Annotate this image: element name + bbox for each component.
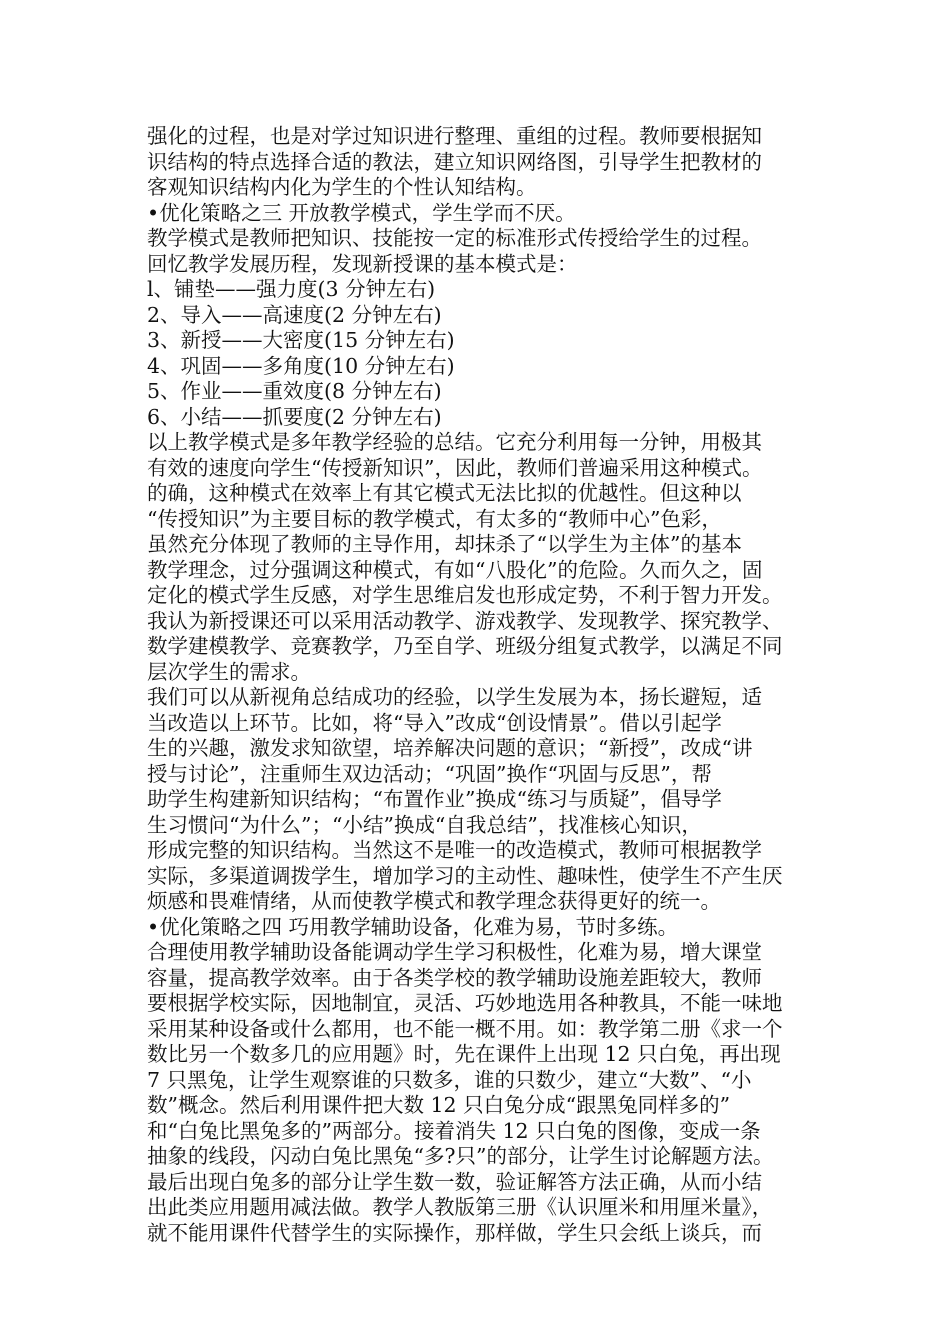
text-line: 实际，多渠道调拨学生，增加学习的主动性、趣味性，使学生不产生厌 xyxy=(147,863,783,888)
text-line: 抽象的线段，闪动白兔比黑兔“多?只”的部分，让学生讨论解题方法。 xyxy=(147,1144,774,1168)
section-heading: •优化策略之三 开放教学模式，学生学而不厌。 xyxy=(147,200,576,225)
text-line: 烦感和畏难情绪，从而使教学模式和教学理念获得更好的统一。 xyxy=(147,889,721,913)
text-line: 教学理念，过分强调这种模式，有如“八股化”的危险。久而久之，固 xyxy=(147,557,763,582)
text-line: 出此类应用题用减法做。教学人教版第三册《认识厘米和用厘米量》， xyxy=(147,1195,773,1219)
text-line: 数”概念。然后利用课件把大数 12 只白兔分成“跟黑兔同样多的” xyxy=(147,1093,731,1117)
text-line: 定化的模式学生反感，对学生思维启发也形成定势，不利于智力开发。 xyxy=(147,583,783,607)
list-item: 3、新授——大密度(15 分钟左右) xyxy=(147,328,455,352)
text-line: 生的兴趣，激发求知欲望，培养解决问题的意识；“新授”，改成“讲 xyxy=(147,736,753,760)
text-line: 要根据学校实际，因地制宜，灵活、巧妙地选用各种教具，不能一味地 xyxy=(147,991,783,1015)
text-line: 形成完整的知识结构。当然这不是唯一的改造模式，教师可根据教学 xyxy=(147,838,762,862)
text-line: 客观知识结构内化为学生的个性认知结构。 xyxy=(147,175,537,199)
text-line: 合理使用教学辅助设备能调动学生学习积极性，化难为易，增大课堂 xyxy=(147,940,762,964)
text-line: 生习惯问“为什么”；“小结”换成“自我总结”，找准核心知识， xyxy=(147,812,702,837)
text-line: 助学生构建新知识结构；“布置作业”换成“练习与质疑”，倡导学 xyxy=(147,787,722,811)
text-line: 强化的过程，也是对学过知识进行整理、重组的过程。教师要根据知 xyxy=(147,124,762,148)
text-line: 和“白兔比黑兔多的”两部分。接着消失 12 只白兔的图像，变成一条 xyxy=(147,1118,761,1143)
text-line: 识结构的特点选择合适的教法，建立知识网络图，引导学生把教材的 xyxy=(147,149,762,174)
list-item: 6、小结——抓要度(2 分钟左右) xyxy=(147,404,442,429)
text-line: 授与讨论”，注重师生双边活动；“巩固”换作“巩固与反思”，帮 xyxy=(147,761,712,786)
text-line: 采用某种设备或什么都用，也不能一概不用。如：教学第二册《求一个 xyxy=(147,1016,783,1041)
text-line: 回忆教学发展历程，发现新授课的基本模式是： xyxy=(147,251,578,276)
text-line: 数比另一个数多几的应用题》时，先在课件上出现 12 只白兔，再出现 xyxy=(147,1042,781,1066)
text-line: 教学模式是教师把知识、技能按一定的标准形式传授给学生的过程。 xyxy=(147,226,762,250)
text-line: 以上教学模式是多年教学经验的总结。它充分利用每一分钟，用极其 xyxy=(147,430,762,454)
document-body xyxy=(147,124,817,1246)
text-line: 当改造以上环节。比如，将“导入”改成“创设情景”。借以引起学 xyxy=(147,710,722,735)
text-line: 最后出现白兔多的部分让学生数一数，验证解答方法正确，从而小结 xyxy=(147,1169,762,1194)
text-line: 虽然充分体现了教师的主导作用，却抹杀了“以学生为主体”的基本 xyxy=(147,532,742,556)
text-line: 就不能用课件代替学生的实际操作，那样做，学生只会纸上谈兵，而 xyxy=(147,1220,762,1245)
text-line: 我认为新授课还可以采用活动教学、游戏教学、发现教学、探究教学、 xyxy=(147,608,783,633)
list-item: 2、导入——高速度(2 分钟左右) xyxy=(147,302,442,327)
text-line: 的确，这种模式在效率上有其它模式无法比拟的优越性。但这种以 xyxy=(147,481,742,505)
text-line: 7 只黑兔，让学生观察谁的只数多，谁的只数少，建立“大数”、“小 xyxy=(147,1067,752,1092)
text-line: 我们可以从新视角总结成功的经验，以学生发展为本，扬长避短，适 xyxy=(147,685,762,709)
text-line: 数学建模教学、竞赛教学，乃至自学、班级分组复式教学，以满足不同 xyxy=(147,634,783,658)
list-item: l、铺垫——强力度(3 分钟左右) xyxy=(147,277,436,301)
text-line: 容量，提高教学效率。由于各类学校的教学辅助设施差距较大，教师 xyxy=(147,965,762,990)
text-line: 有效的速度向学生“传授新知识”，因此，教师们普遍采用这种模式。 xyxy=(147,455,763,480)
text-line: 层次学生的需求。 xyxy=(147,659,311,684)
list-item: 5、作业——重效度(8 分钟左右) xyxy=(147,379,442,403)
text-line: “传授知识”为主要目标的教学模式，有太多的“教师中心”色彩， xyxy=(147,506,722,531)
section-heading: •优化策略之四 巧用教学辅助设备，化难为易，节时多练。 xyxy=(147,914,679,939)
list-item: 4、巩固——多角度(10 分钟左右) xyxy=(147,353,455,378)
